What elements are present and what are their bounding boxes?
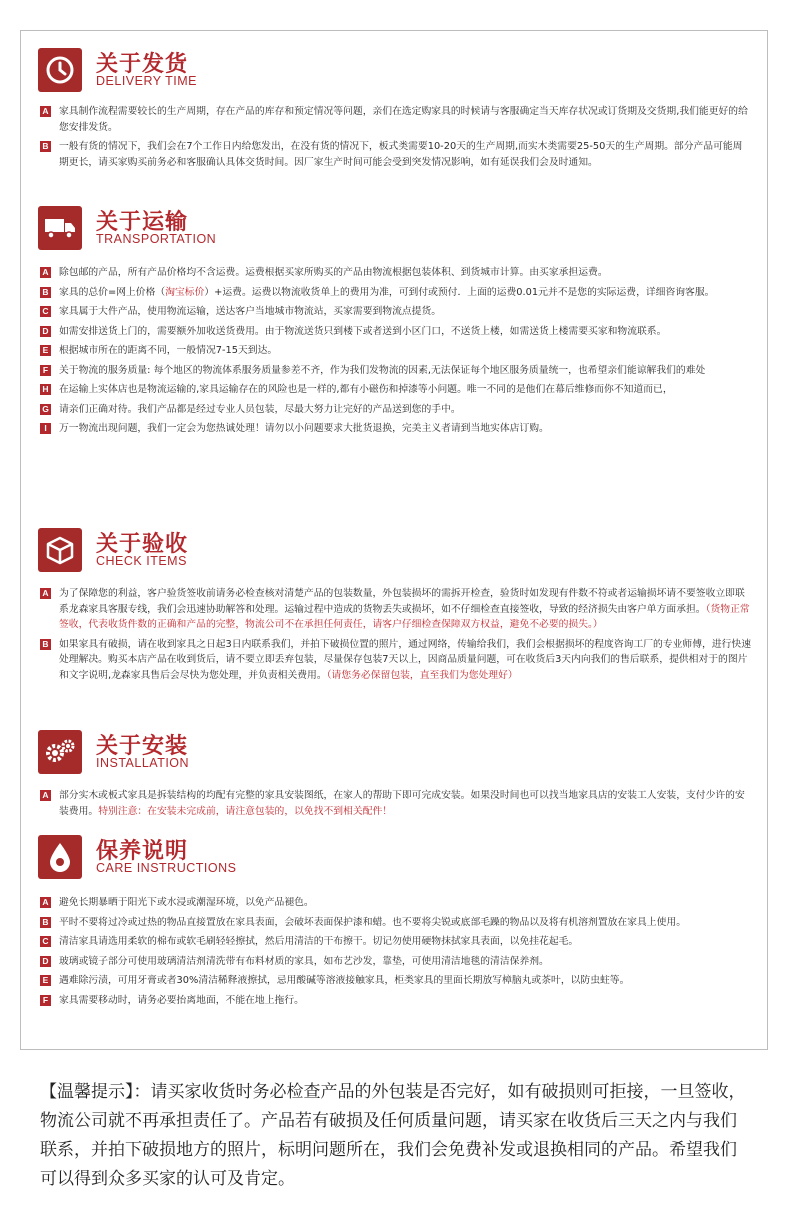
section-subtitle: TRANSPORTATION bbox=[96, 232, 217, 246]
section-subtitle: CHECK ITEMS bbox=[96, 554, 187, 568]
gears-icon bbox=[38, 730, 82, 774]
item-text: 除包邮的产品，所有产品价格均不含运费。运费根据买家所购买的产品由物流根据包装体积、到货城市计算。由买家承担运费。 bbox=[59, 267, 608, 278]
section-header bbox=[38, 528, 752, 576]
section-delivery bbox=[38, 48, 752, 174]
item-text: 家具需要移动时，请务必要抬离地面，不能在地上拖行。 bbox=[59, 994, 304, 1006]
list-item bbox=[38, 343, 752, 359]
item-badge: B bbox=[40, 287, 51, 298]
item-text: 家具的总价=网上价格（ bbox=[59, 286, 166, 298]
item-badge: D bbox=[40, 956, 51, 967]
list-item bbox=[38, 139, 752, 170]
item-list bbox=[38, 788, 752, 819]
item-text: 万一物流出现问题，我们一定会为您热诚处理！请勿以小问题要求大批货退换，完美主义者请到当地实体店订购。 bbox=[59, 423, 549, 434]
item-badge: C bbox=[40, 936, 51, 947]
list-item bbox=[38, 973, 752, 989]
item-text: 家具制作流程需要较长的生产周期，存在产品的库存和预定情况等问题，亲们在选定购家具的时候请与客服确定当天库存状况或订货期及交货期,我们能更好的给您安排发货。 bbox=[59, 106, 748, 133]
item-highlight: （货物正常签收，代表收货件数的正确和产品的完整，物流公司不在承担任何责任，请客户仔细检查保障双方权益，避免不必要的损失。） bbox=[59, 603, 750, 630]
item-text: 清洁家具请选用柔软的棉布或软毛刷轻轻擦拭，然后用清洁的干布擦干。切记勿使用硬物抹拭家具表面，以免挂花起毛。 bbox=[59, 936, 579, 947]
list-item bbox=[38, 324, 752, 340]
item-badge: B bbox=[40, 141, 51, 152]
water-drop-icon bbox=[38, 835, 82, 879]
item-badge: F bbox=[40, 365, 51, 376]
item-badge: I bbox=[40, 423, 51, 434]
section-header bbox=[38, 206, 752, 254]
list-item bbox=[38, 402, 752, 418]
list-item bbox=[38, 954, 752, 970]
item-badge: A bbox=[40, 588, 51, 599]
section-install bbox=[38, 730, 752, 823]
section-transport bbox=[38, 206, 752, 441]
item-list bbox=[38, 586, 752, 683]
section-header bbox=[38, 835, 752, 883]
item-badge: E bbox=[40, 345, 51, 356]
item-text: 请亲们正确对待。我们产品都是经过专业人员包装，尽最大努力让完好的产品送到您的手中。 bbox=[59, 403, 461, 415]
item-text: 家具属于大件产品，使用物流运输，送达客户当地城市物流站，买家需要到物流点提货。 bbox=[59, 306, 442, 317]
item-text: 如需安排送货上门的，需要额外加收送货费用。由于物流送货只到楼下或者送到小区门口，不送货上楼，如需送货上楼需要买家和物流联系。 bbox=[59, 325, 667, 337]
item-badge: H bbox=[40, 384, 51, 395]
item-text: 根据城市所在的距离不同，一般情况7-15天到达。 bbox=[59, 345, 278, 356]
item-list bbox=[38, 104, 752, 170]
section-inspection bbox=[38, 528, 752, 687]
clock-icon bbox=[38, 48, 82, 92]
list-item bbox=[38, 895, 752, 911]
item-badge: A bbox=[40, 267, 51, 278]
item-text: 玻璃或镜子部分可使用玻璃清洁剂清洗带有布料材质的家具，如布艺沙发，靠垫，可使用清洁地毯的清洁保养剂。 bbox=[59, 955, 549, 967]
list-item bbox=[38, 104, 752, 135]
item-badge: A bbox=[40, 106, 51, 117]
list-item bbox=[38, 637, 752, 684]
box-icon bbox=[38, 528, 82, 572]
section-header bbox=[38, 730, 752, 778]
item-badge: A bbox=[40, 790, 51, 801]
section-care bbox=[38, 835, 752, 1012]
section-title: 保养说明 bbox=[96, 839, 189, 864]
item-text: 部分实木或板式家具是拆装结构的均配有完整的家具安装图纸，在家人的帮助下即可完成安装。如果没时间也可以找当地家具店的安装工人安装，支付少许的安装费用。 bbox=[59, 790, 745, 817]
item-text: 避免长期暴晒于阳光下或水浸或潮湿环境，以免产品褪色。 bbox=[59, 897, 314, 908]
section-title: 关于验收 bbox=[96, 532, 189, 557]
item-text: ）+运费。运费以物流收货单上的费用为准，可到付或预付．上面的运费0.01元并不是您的实际运费，详细咨询客服。 bbox=[204, 286, 715, 298]
item-text: 为了保障您的利益，客户验货签收前请务必检查核对清楚产品的包装数量，外包装损坏的需拆开检查，验货时如发现有件数不符或者运输损坏请不要签收立即联系龙森家具客服专线，我们会迅速协助解答和处理。运输过程中造成的货物丢失或损坏，如不仔细检查直接签收，导致的经济损失由客户单方面承担。 bbox=[59, 588, 745, 615]
item-list bbox=[38, 895, 752, 1008]
list-item bbox=[38, 265, 752, 281]
item-highlight: （请您务必保留包装，直至我们为您处理好） bbox=[326, 669, 518, 681]
list-item bbox=[38, 421, 752, 437]
section-header bbox=[38, 48, 752, 96]
item-badge: C bbox=[40, 306, 51, 317]
section-subtitle: CARE INSTRUCTIONS bbox=[96, 861, 237, 875]
list-item bbox=[38, 934, 752, 950]
section-subtitle: INSTALLATION bbox=[96, 756, 190, 770]
section-subtitle: DELIVERY TIME bbox=[96, 74, 197, 88]
item-badge: B bbox=[40, 639, 51, 650]
list-item bbox=[38, 382, 752, 398]
item-text: 关于物流的服务质量: 每个地区的物流体系服务质量参差不齐，作为我们发物流的因素,无法保证每个地区服务质量统一，也希望亲们能谅解我们的难处 bbox=[59, 364, 706, 376]
section-title: 关于运输 bbox=[96, 210, 189, 235]
section-title: 关于安装 bbox=[96, 734, 189, 759]
item-badge: F bbox=[40, 995, 51, 1006]
item-highlight: 特别注意：在安装未完成前，请注意包装的，以免找不到相关配件！ bbox=[98, 805, 393, 817]
item-badge: G bbox=[40, 404, 51, 415]
list-item bbox=[38, 285, 752, 301]
item-text: 一般有货的情况下，我们会在7个工作日内给您发出，在没有货的情况下，板式类需要10-20天的生产周期,而实木类需要25-50天的生产周期。部分产品可能周期更长，请买家购买前务必和客服确认具体交货时间。因厂家生产时间可能会受到突发情况影响，如有延误我们会及时通知。 bbox=[59, 141, 743, 168]
list-item bbox=[38, 304, 752, 320]
list-item bbox=[38, 993, 752, 1009]
truck-icon bbox=[38, 206, 82, 250]
item-text: 如果家具有破损，请在收到家具之日起3日内联系我们，并拍下破损位置的照片，通过网络，传输给我们，我们会根据损坏的程度咨询工厂的专业师傅，进行快速处理解决。购买本店产品在收到货后，请不要立即丢弃包装，尽量保存包装7天以上，因商品质量问题，可在收货后3天内向我们的售后联系，提供相对于的图片和文字说明,龙森家具售后会尽快为您处理，并负责相关费用。 bbox=[59, 638, 752, 681]
section-title: 关于发货 bbox=[96, 52, 189, 77]
list-item bbox=[38, 363, 752, 379]
item-badge: B bbox=[40, 917, 51, 928]
list-item bbox=[38, 788, 752, 819]
item-badge: E bbox=[40, 975, 51, 986]
item-list bbox=[38, 265, 752, 437]
item-badge: D bbox=[40, 326, 51, 337]
item-highlight: 淘宝标价 bbox=[165, 286, 205, 298]
item-text: 遇难除污渍，可用牙膏或者30%清洁稀释液擦拭，忌用酸碱等溶液接触家具，柜类家具的里面长期放写樟脑丸或茶叶，以防虫蛀等。 bbox=[59, 975, 630, 986]
list-item bbox=[38, 586, 752, 633]
item-badge: A bbox=[40, 897, 51, 908]
warm-tip: 【温馨提示】：请买家收货时务必检查产品的外包装是否完好，如有破损则可拒接，一旦签收，物流公司就不再承担责任了。产品若有破损及任何质量问题，请买家在收货后三天之内与我们联系，并拍下破损地方的照片，标明问题所在，我们会免费补发或退换相同的产品。希望我们可以得到众多买家的认可及肯定。 bbox=[40, 1082, 746, 1189]
item-text: 平时不要将过冷或过热的物品直接置放在家具表面，会破坏表面保护漆和蜡。也不要将尖锐或底部毛躁的物品以及将有机溶剂置放在家具上使用。 bbox=[59, 916, 686, 928]
item-text: 在运输上实体店也是物流运输的,家具运输存在的风险也是一样的,都有小磁伤和掉漆等小问题。唯一不同的是他们在幕后维修而你不知道而已， bbox=[59, 384, 673, 395]
list-item bbox=[38, 915, 752, 931]
